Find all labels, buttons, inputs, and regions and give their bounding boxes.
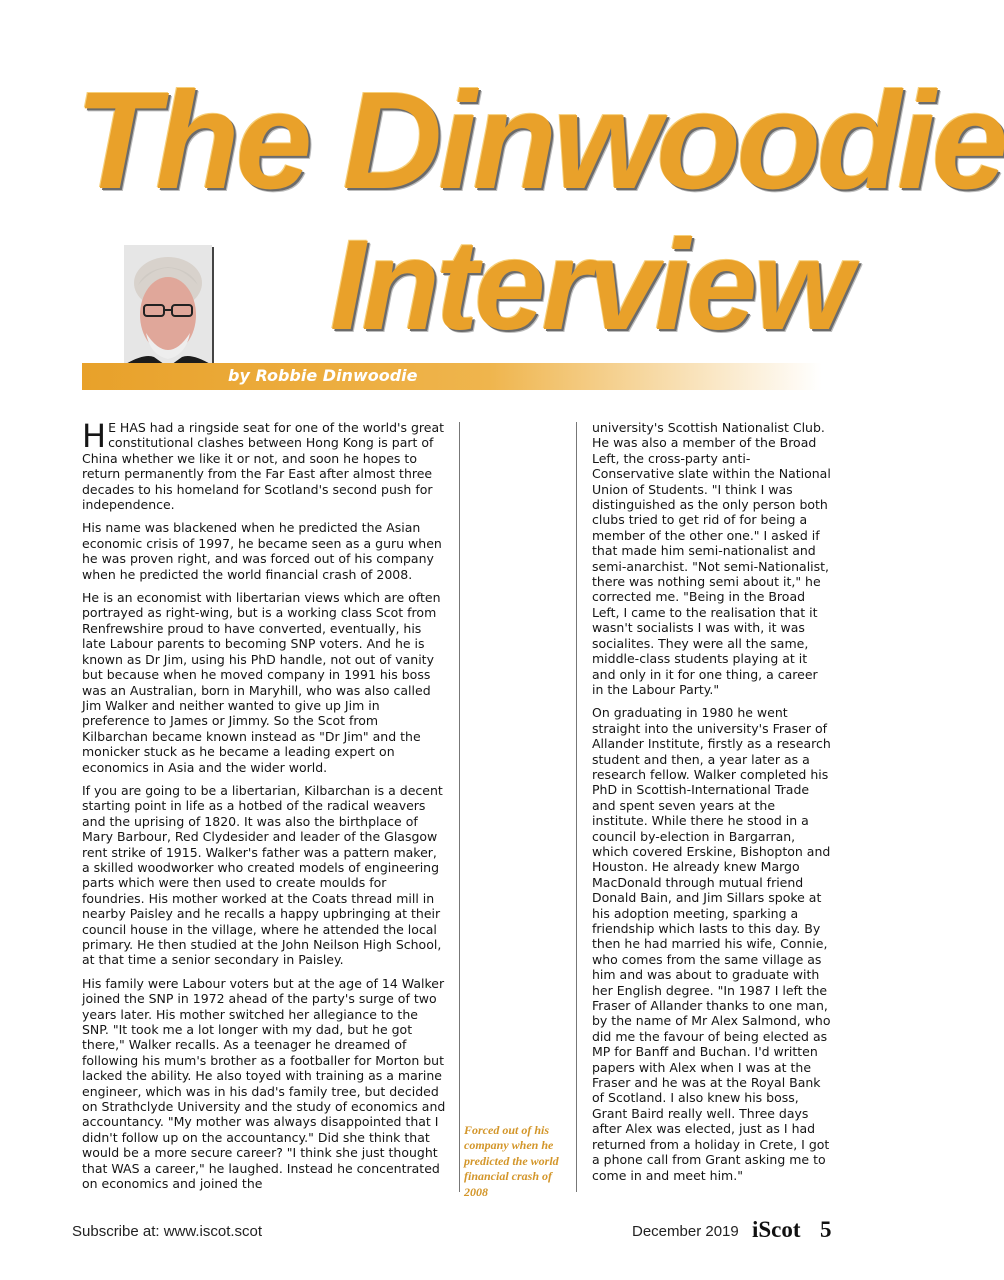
column-rule-left bbox=[459, 422, 460, 1192]
subscribe-link[interactable]: Subscribe at: www.iscot.scot bbox=[72, 1223, 263, 1240]
byline-bar bbox=[82, 363, 822, 390]
paragraph: If you are going to be a libertarian, Kilbarchan is a decent starting point in life as a hotbed of the radical weavers and the uprising of 1820. It was also the birthplace of Mary Barbour, Red Clydesider and leader of the Glasgow rent strike of 1915. Walker's father was a pattern maker, a skilled woodworker who created models of engineering parts which were then used to create moulds for foundries. His mother worked at the Coats thread mill in nearby Paisley and he recalls a happy upbringing at their council house in the village, where he attended the local primary. He then studied at the John Neilson High School, at that time a senior secondary in Paisley. bbox=[82, 782, 443, 968]
brand-logo: iScot bbox=[752, 1217, 801, 1242]
byline: by Robbie Dinwoodie bbox=[228, 366, 418, 385]
article-left-column bbox=[82, 417, 446, 1200]
drop-cap: H bbox=[82, 417, 107, 455]
pull-quote: Forced out of his company when he predicted the world financial crash of 2008 bbox=[464, 1123, 559, 1199]
title-line-2: Interview bbox=[330, 214, 849, 357]
paragraph: university's Scottish Nationalist Club. He was also a member of the Broad Left, the cross-party anti-Conservative slate within the National Union of Students. "I think I was distinguished as the only person both clubs tried to get rid of for being a member of the other one." I asked if that made him semi-nationalist and semi-anarchist. "Not semi-Nationalist, there was nothing semi about it," he corrected me. "Being in the Broad Left, I came to the realisation that it wasn't socialists I was with, it was socialites. They were all the same, middle-class students playing at it and only in it for one thing, a career in the Labour Party." bbox=[592, 420, 831, 697]
paragraph: H E HAS had a ringside seat for one of the world's great constitutional clashes between Hong Kong is part of China whether we like it or not, and soon he hopes to return permanently from the Far East after almost three decades to his homeland for Scotland's second push for independence. bbox=[82, 417, 444, 513]
title-line-1: The Dinwoodie bbox=[75, 64, 1004, 218]
paragraph: His name was blackened when he predicted the Asian economic crisis of 1997, he became seen as a guru when he was proven right, and was forced out of his company when he predicted the world financial crash of 2008. bbox=[82, 520, 442, 582]
issue-date: December 2019 bbox=[632, 1223, 739, 1240]
page-number: 5 bbox=[820, 1217, 832, 1242]
column-rule-right bbox=[576, 422, 577, 1192]
article-right-column bbox=[592, 420, 832, 1191]
paragraph: On graduating in 1980 he went straight into the university's Fraser of Allander Institute, firstly as a research student and then, a year later as a research fellow. Walker completed his PhD in Scottish-International Trade and spent seven years at the institute. While there he stood in a council by-election in Bargarran, which covered Erskine, Bishopton and Houston. He already knew Margo MacDonald through mutual friend Donald Bain, and Jim Sillars spoke at his adoption meeting, sparking a friendship which lasts to this day. By then he had married his wife, Connie, who comes from the same village as him and was about to graduate with her English degree. "In 1987 I left the Fraser of Allander thanks to one man, by the name of Mr Alex Salmond, who did me the favour of being elected as MP for Banff and Buchan. I'd written papers with Alex when I was at the Fraser and he was at the Royal Bank of Scotland. I also knew his boss, Grant Baird really well. Three days after Alex was elected, just as I had returned from a holiday in Crete, I got a phone call from Grant asking me to come in and meet him." bbox=[592, 705, 831, 1183]
paragraph: He is an economist with libertarian views which are often portrayed as right-wing, but is a working class Scot from Renfrewshire proud to have converted, eventually, his late Labour parents to becoming SNP voters. And he is known as Dr Jim, using his PhD handle, not out of vanity but because when he moved company in 1991 his boss was an Australian, born in Maryhill, who was also called Jim Walker and neither wanted to give up Jim in preference to James or Jimmy. So the Scot from Kilbarchan became known instead as "Dr Jim" and the monicker stuck as he became a leading expert on economics in Asia and the wider world. bbox=[82, 590, 441, 775]
paragraph: His family were Labour voters but at the age of 14 Walker joined the SNP in 1972 ahead of the party's surge of two years later. His mother switched her allegiance to the SNP. "It took me a lot longer with my dad, but he got there," Walker recalls. As a teenager he dreamed of following his mum's brother as a footballer for Morton but lacked the ability. He also toyed with training as a marine engineer, which was in his dad's family tree, but decided on Strathclyde University and the study of economics and accountancy. "My mother was always disappointed that I didn't follow up on the accountancy." Did she think that would be a more secure career? "I think she just thought that WAS a career," he laughed. Instead he concentrated on economics and joined the bbox=[82, 975, 446, 1192]
